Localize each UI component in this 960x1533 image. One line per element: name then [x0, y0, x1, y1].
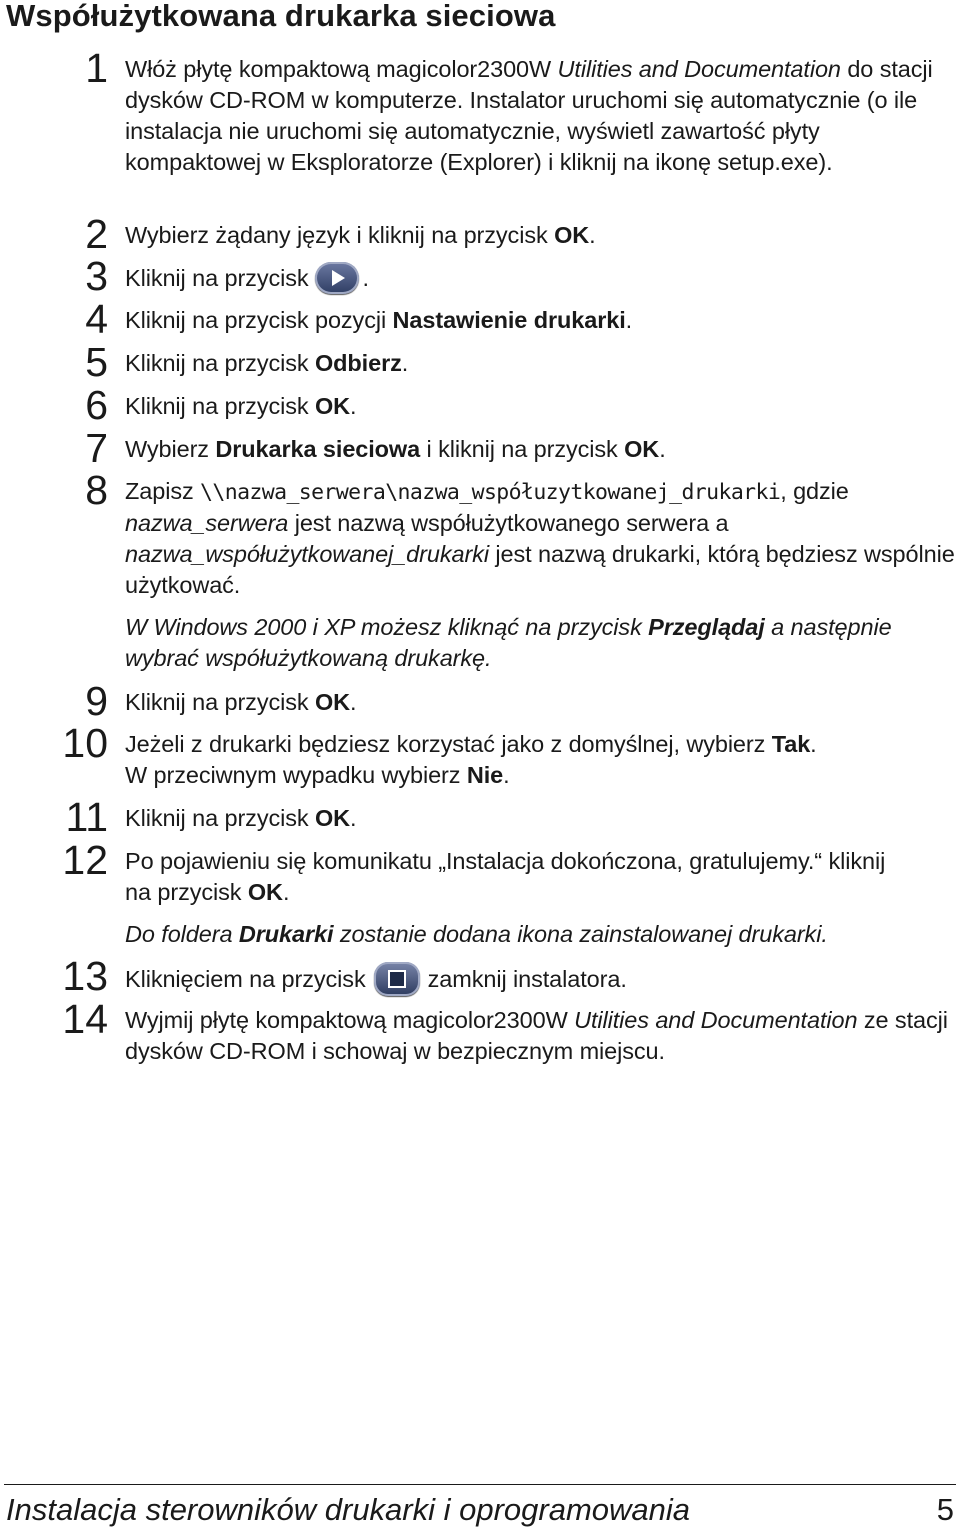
step-number: 6: [85, 382, 108, 428]
ok-label: OK: [247, 879, 283, 905]
text-run: .: [401, 350, 409, 376]
play-button-icon: [315, 262, 359, 294]
step-text: [125, 434, 955, 465]
step-number: 5: [85, 339, 108, 385]
text-run: zamknij instalatora.: [427, 966, 627, 992]
bold-run: Tak: [771, 731, 811, 757]
step-text: [125, 305, 955, 336]
step-text: [125, 220, 955, 251]
step-number: 8: [85, 467, 108, 513]
italic-run: Utilities and Documentation: [557, 56, 841, 82]
text-run: .: [625, 307, 633, 333]
path-code: \\nazwa_serwera\nazwa_współuzytkowanej_drukarki: [200, 480, 781, 505]
text-run: .: [503, 762, 510, 788]
page-title: Współużytkowana drukarka sieciowa: [6, 0, 556, 33]
step-text: [125, 846, 905, 950]
text-run: Wyjmij płytę kompaktową magicolor2300W: [125, 1007, 575, 1033]
text-run: .: [362, 265, 369, 291]
ok-label: OK: [554, 222, 590, 248]
ok-label: OK: [624, 436, 660, 462]
text-run: do stacji dysków CD-ROM w komputerze. Instalator uruchomi się automatycznie (o ile instalacja nie uruchomi się automatycznie, wyświetl zawartość płyty kompaktowej w Eksploratorze (Explorer) i kliknij na ikonę setup.exe).: [125, 56, 933, 175]
footer-divider: [4, 1484, 956, 1485]
italic-run: nazwa_współużytkowanej_drukarki: [125, 541, 489, 567]
step-number: 13: [62, 953, 108, 999]
text-run: Zapisz: [125, 478, 201, 504]
step-number: 11: [65, 794, 108, 840]
step-text: [125, 262, 955, 294]
bold-run: Nastawienie drukarki: [392, 307, 626, 333]
step-text: [125, 348, 955, 379]
text-run: Włóż płytę kompaktową magicolor2300W: [125, 56, 558, 82]
text-run: .: [659, 436, 666, 462]
step-text: [125, 476, 955, 674]
text-run: Kliknij na przycisk: [125, 689, 315, 715]
step-number: 7: [85, 425, 108, 471]
bold-run: Przeglądaj: [648, 614, 765, 640]
step-text: [125, 687, 955, 718]
text-run: Kliknięciem na przycisk: [125, 966, 366, 992]
note-run: Do foldera: [125, 921, 239, 947]
step-number: 12: [62, 837, 108, 883]
text-run: jest nazwą drukarki, którą będziesz wspólnie użytkować.: [125, 541, 955, 598]
text-run: W przeciwnym wypadku wybierz: [125, 762, 467, 788]
note-run: zostanie dodana ikona zainstalowanej drukarki.: [333, 921, 828, 947]
step-text: [125, 803, 955, 834]
step-text: [125, 729, 955, 791]
bold-run: Nie: [466, 762, 504, 788]
ok-label: OK: [314, 393, 351, 419]
step-text: [125, 54, 955, 178]
step-number: 10: [62, 720, 108, 766]
italic-run: Utilities and Documentation: [574, 1007, 858, 1033]
step-number: 14: [62, 996, 108, 1042]
note-run: a następnie wybrać współużytkowaną drukarkę.: [125, 614, 892, 671]
page-number: 5: [936, 1492, 954, 1527]
step-text: [125, 391, 955, 422]
step-number: 4: [85, 296, 108, 342]
step-note: [125, 612, 955, 674]
text-run: Po pojawieniu się komunikatu „Instalacja dokończona, gratulujemy.“ kliknij na przycisk: [125, 848, 886, 905]
text-run: , gdzie: [780, 478, 849, 504]
bold-run: Drukarki: [238, 921, 334, 947]
text-run: Jeżeli z drukarki będziesz korzystać jako z domyślnej, wybierz: [125, 731, 772, 757]
step-number: 9: [85, 678, 108, 724]
step-text: [125, 962, 955, 996]
text-run: Wybierz: [125, 436, 216, 462]
text-run: ze stacji dysków CD-ROM i schowaj w bezpiecznym miejscu.: [125, 1007, 948, 1064]
step-number: 2: [85, 211, 108, 257]
step-note: [125, 919, 905, 950]
italic-run: nazwa_serwera: [125, 510, 289, 536]
text-run: .: [282, 879, 290, 905]
text-run: .: [589, 222, 596, 248]
text-run: .: [350, 689, 357, 715]
step-number: 1: [85, 45, 108, 91]
text-run: Wybierz żądany język i kliknij na przycisk: [125, 222, 555, 248]
bold-run: Drukarka sieciowa: [215, 436, 421, 462]
bold-run: Odbierz: [314, 350, 402, 376]
text-run: .: [350, 393, 357, 419]
text-run: Kliknij na przycisk: [125, 805, 315, 831]
ok-label: OK: [314, 689, 351, 715]
ok-label: OK: [314, 805, 351, 831]
text-run: .: [350, 805, 357, 831]
text-run: Kliknij na przycisk: [125, 350, 315, 376]
text-run: Kliknij na przycisk: [125, 393, 315, 419]
footer-title: Instalacja sterowników drukarki i oprogramowania: [6, 1492, 691, 1527]
text-run: i kliknij na przycisk: [420, 436, 625, 462]
text-run: Kliknij na przycisk pozycji: [125, 307, 393, 333]
text-run: jest nazwą współużytkowanego serwera a: [288, 510, 729, 536]
text-run: Kliknij na przycisk: [125, 265, 309, 291]
text-run: .: [810, 731, 817, 757]
note-run: W Windows 2000 i XP możesz kliknąć na przycisk: [125, 614, 649, 640]
step-number: 3: [85, 253, 108, 299]
close-button-icon: [374, 962, 420, 996]
step-text: [125, 1005, 955, 1067]
